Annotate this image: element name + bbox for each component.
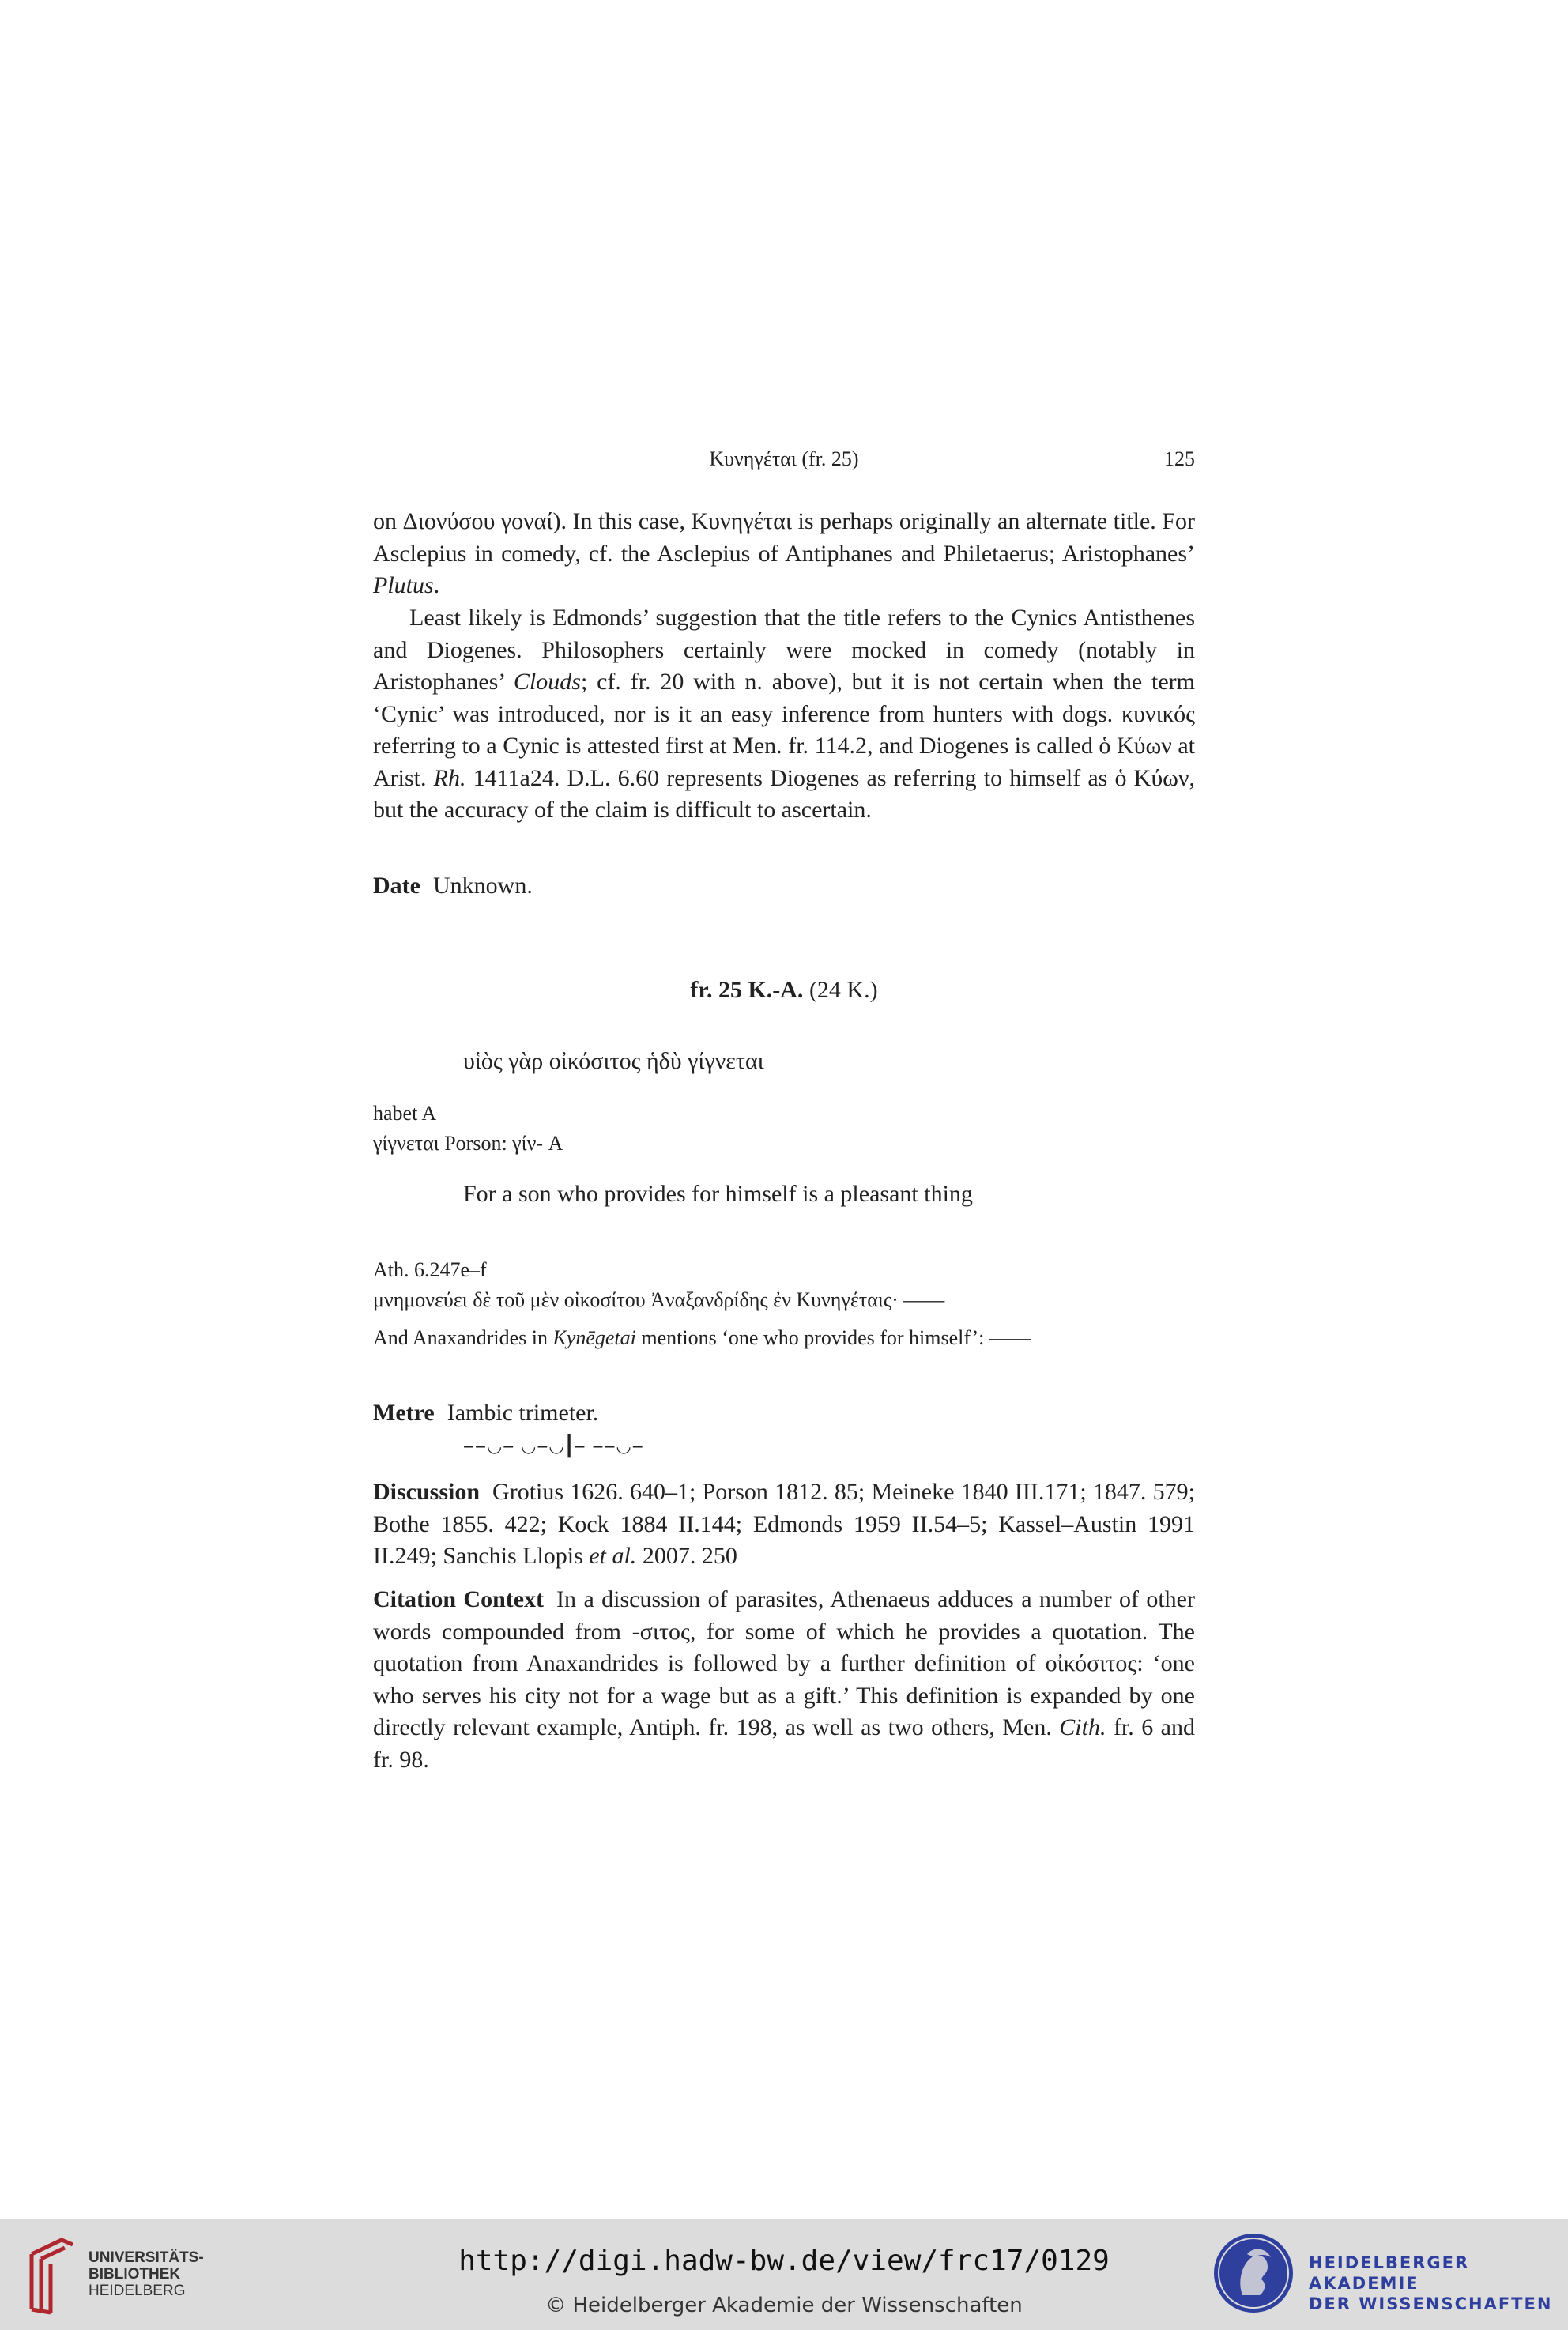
commentary-paragraph-1 xyxy=(373,506,1195,602)
metre-text: Iambic trimeter. xyxy=(447,1400,599,1426)
running-title: Κυνηγέται (fr. 25) xyxy=(709,447,859,470)
paragraph-text: 1411a24. D.L. 6.60 represents Diogenes as referring to himself as ὁ Κύων, but the accuracy of the claim is difficult to ascertain. xyxy=(373,764,1195,823)
work-title: Kynēgetai xyxy=(552,1326,636,1349)
fragment-number: fr. 25 K.-A. xyxy=(690,977,804,1003)
critical-apparatus xyxy=(373,1099,563,1159)
commentary-paragraph-2 xyxy=(373,602,1195,827)
source-translation-text: mentions ‘one who provides for himself’: —— xyxy=(635,1326,1031,1349)
fragment-greek-text: υἱὸς γὰρ οἰκόσιτος ἡδὺ γίγνεται xyxy=(463,1048,764,1074)
date-label: Date xyxy=(373,873,420,899)
apparatus-line: habet A xyxy=(373,1102,437,1125)
work-title: Rh. xyxy=(433,764,466,791)
copyright-notice: © Heidelberger Akademie der Wissenschaften xyxy=(545,2294,1023,2317)
source-greek: μνημονεύει δὲ τοῦ μὲν οἰκοσίτου Ἀναξανδρίδης ἐν Κυνηγέταις· —— xyxy=(373,1288,945,1311)
library-name-line: HEIDELBERG xyxy=(89,2283,186,2299)
paragraph-text: ; cf. fr. 20 with n. above), but it is not certain when the term ‘Cynic’ was introduced, nor is it an easy inference from hunters with dogs. κυνικός referring to a Cynic is attested first at Men. fr. 114.2, and Diogenes is called ὁ Κύων at Arist. xyxy=(373,669,1196,791)
permalink-url[interactable]: http://digi.hadw-bw.de/view/frc17/0129 xyxy=(458,2245,1110,2277)
work-title: Cith. xyxy=(1059,1714,1106,1740)
metre-section xyxy=(373,1397,1195,1430)
academy-name-line: HEIDELBERGER AKADEMIE xyxy=(1309,2253,1470,2293)
library-name-line: UNIVERSITÄTS- xyxy=(89,2249,204,2266)
page-number: 125 xyxy=(1164,447,1195,470)
academy-seal-icon xyxy=(1211,2230,1296,2316)
date-text: Unknown. xyxy=(432,873,533,899)
source-translation xyxy=(373,1323,1195,1353)
discussion-label: Discussion xyxy=(373,1479,481,1505)
fragment-alt-number: (24 K.) xyxy=(803,977,878,1003)
discussion-italic: et al. xyxy=(589,1543,637,1569)
citation-text: fr. 6 and fr. 98. xyxy=(373,1714,1196,1773)
discussion-section xyxy=(373,1476,1195,1573)
citation-context-section xyxy=(373,1584,1195,1776)
discussion-text: Grotius 1626. 640–1; Porson 1812. 85; Meineke 1840 III.171; 1847. 579; Bothe 1855. 422; Kock 1884 II.144; Edmonds 1959 II.54–5; Kassel–Austin 1991 II.249; Sanchis Llopis xyxy=(373,1479,1195,1569)
citation-context-label: Citation Context xyxy=(373,1586,545,1612)
source-reference: Ath. 6.247e–f xyxy=(373,1258,487,1281)
fragment-heading xyxy=(373,977,1195,1004)
caesura-mark: | xyxy=(564,1431,575,1458)
date-section xyxy=(373,870,1195,903)
citation-text: In a discussion of parasites, Athenaeus adduces a number of other words compounded from -σιτος, for some of which he provides a quotation. The quotation from Anaxandrides is followed by a further definition of οἰκόσιτος: ‘one who serves his city not for a wage but as a gift.’ This definition is expanded by one directly relevant example, Antiph. fr. 198, as well as two others, Men. xyxy=(373,1586,1195,1740)
metre-scheme-part: ‒‒◡‒ ◡‒◡ xyxy=(463,1437,565,1457)
source-translation-text: And Anaxandrides in xyxy=(373,1326,553,1349)
paragraph-text: . xyxy=(433,572,440,598)
discussion-text: 2007. 250 xyxy=(636,1543,737,1569)
source-context xyxy=(373,1255,1195,1353)
library-name-line: BIBLIOTHEK xyxy=(89,2266,181,2283)
paragraph-text: Least likely is Edmonds’ suggestion that the title refers to the Cynics Antisthenes and Diogenes. Philosophers certainly were mocked in comedy (notably in Aristophanes’ xyxy=(373,605,1195,695)
work-title: Clouds xyxy=(513,669,581,695)
fragment-translation: For a son who provides for himself is a pleasant thing xyxy=(463,1181,973,1207)
metre-label: Metre xyxy=(373,1400,435,1426)
apparatus-line: γίγνεται Porson: γίν- A xyxy=(373,1132,564,1155)
work-title: Plutus xyxy=(373,572,434,598)
metre-scheme xyxy=(463,1431,644,1458)
paragraph-text: on Διονύσου γοναί). In this case, Κυνηγέται is perhaps originally an alternate title. For Asclepius in comedy, cf. the Asclepius of Antiphanes and Philetaerus; Aristophanes’ xyxy=(373,508,1195,567)
academy-name xyxy=(1309,2253,1568,2314)
academy-name-line: DER WISSENSCHAFTEN xyxy=(1309,2294,1553,2313)
metre-scheme-part: ‒ ‒‒◡‒ xyxy=(574,1437,644,1457)
